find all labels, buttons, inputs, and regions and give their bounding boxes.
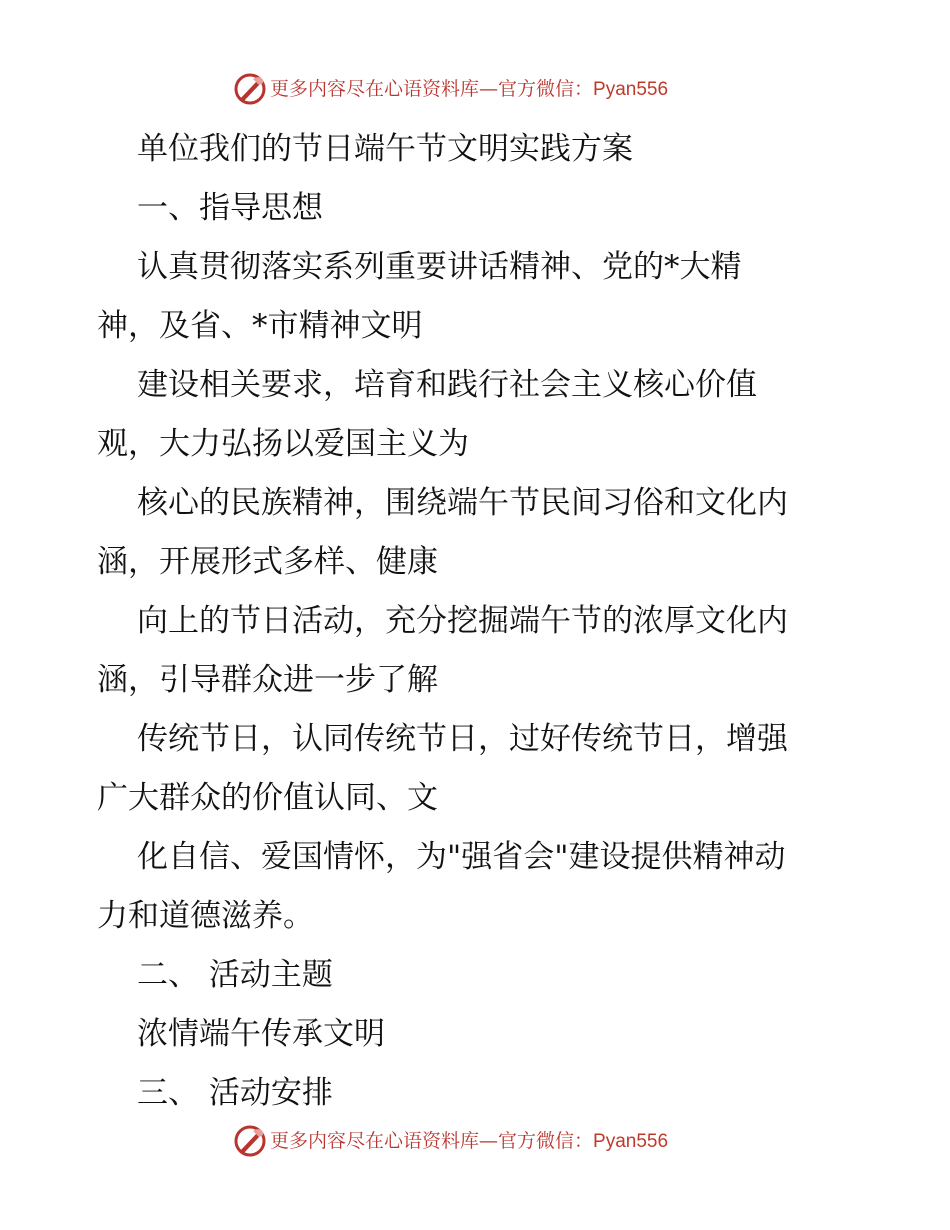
banner-text xyxy=(270,1128,668,1155)
paragraph-line: 神，及省、*市精神文明 xyxy=(97,308,423,344)
section-heading-guiding-thought: 一、指导思想 xyxy=(137,190,323,226)
banner-text xyxy=(270,76,668,103)
footer-banner xyxy=(0,1122,950,1162)
paragraph-line: 建设相关要求，培育和践行社会主义核心价值 xyxy=(137,367,757,403)
section-heading-activity-theme: 二、 活动主题 xyxy=(137,957,333,993)
banner-separator: — xyxy=(479,78,499,100)
quill-pen-logo-icon xyxy=(233,72,267,106)
paragraph-line: 广大群众的价值认同、文 xyxy=(97,780,438,816)
paragraph-line: 传统节日，认同传统节日，过好传统节日，增强 xyxy=(137,721,788,757)
paragraph-line: 核心的民族精神，围绕端午节民间习俗和文化内 xyxy=(137,485,788,521)
paragraph-line: 力和道德滋养。 xyxy=(97,898,314,934)
paragraph-line: 化自信、爱国情怀，为"强省会"建设提供精神动 xyxy=(137,839,786,875)
activity-theme-text: 浓情端午传承文明 xyxy=(137,1016,385,1052)
paragraph-line: 涵，引导群众进一步了解 xyxy=(97,662,438,698)
banner-wechat-id: Pyan556 xyxy=(593,1131,669,1152)
banner-wechat-label: 官方微信： xyxy=(498,1130,594,1152)
document-title: 单位我们的节日端午节文明实践方案 xyxy=(137,131,633,167)
quill-pen-logo-icon xyxy=(233,1124,267,1158)
banner-main-text: 更多内容尽在心语资料库 xyxy=(270,78,480,100)
banner-separator: — xyxy=(479,1130,499,1152)
header-banner xyxy=(0,70,950,110)
paragraph-line: 观，大力弘扬以爱国主义为 xyxy=(97,426,469,462)
section-heading-activity-arrangement: 三、 活动安排 xyxy=(137,1075,333,1111)
banner-main-text: 更多内容尽在心语资料库 xyxy=(270,1130,480,1152)
paragraph-line: 向上的节日活动，充分挖掘端午节的浓厚文化内 xyxy=(137,603,788,639)
banner-wechat-label: 官方微信： xyxy=(498,78,594,100)
paragraph-line: 认真贯彻落实系列重要讲话精神、党的*大精 xyxy=(137,249,742,285)
paragraph-line: 涵，开展形式多样、健康 xyxy=(97,544,438,580)
banner-wechat-id: Pyan556 xyxy=(593,79,669,100)
